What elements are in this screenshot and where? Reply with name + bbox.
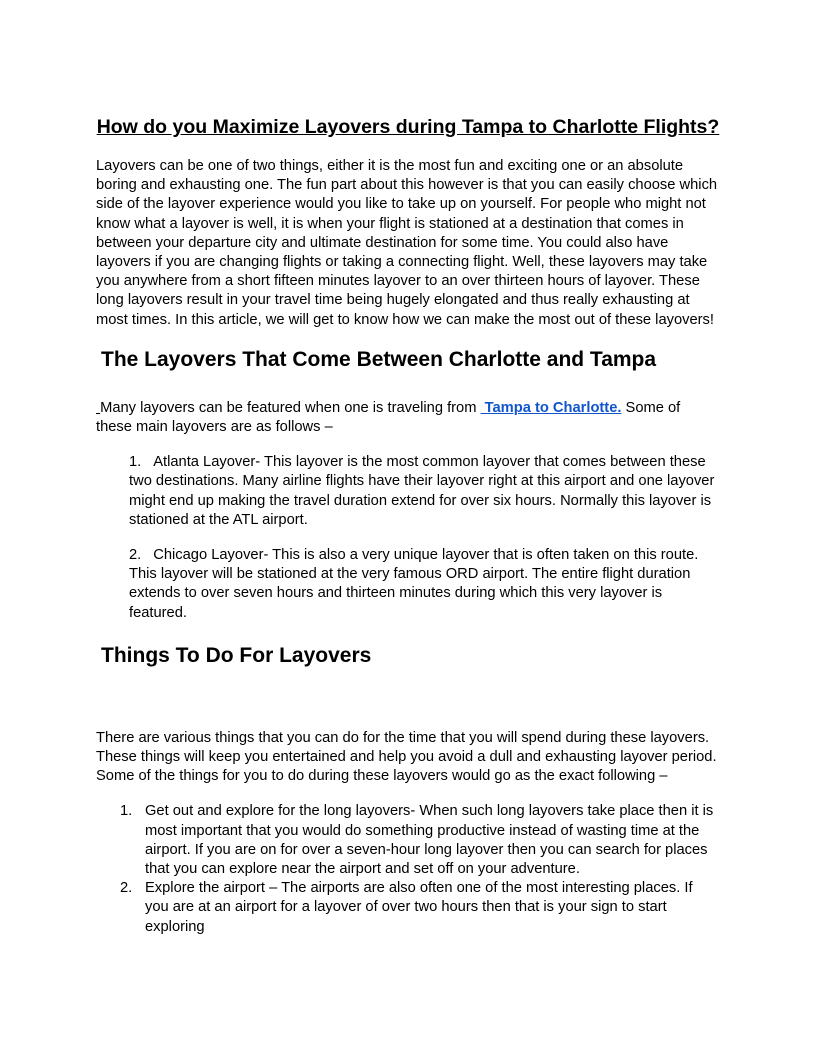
document-title: How do you Maximize Layovers during Tampa to Charlotte Flights?: [96, 116, 720, 138]
intro-paragraph: Layovers can be one of two things, either it is the most fun and exciting one or an absolute boring and exhausting one. The fun part about this however is that you can easily choose which side of the layover experience would you like to take up on yourself. For people who might not know what a layover is well, it is when your flight is stationed at a destination that comes in between your departure city and ultimate destination for some time. You could also have layovers if you are changing flights or taking a connecting flight. Well, these layovers may take you anywhere from a short fifteen minutes layover to an over thirteen hours of layover. These long layovers result in your travel time being hugely elongated and thus really exhausting at most times. In this article, we will get to know how we can make the most out of these layovers!: [96, 158, 718, 328]
layover-item-chicago: [129, 546, 720, 623]
section-heading-layovers: The Layovers That Come Between Charlotte and Tampa: [101, 347, 657, 371]
list-number: 1.: [129, 454, 142, 471]
section-heading-things-to-do: Things To Do For Layovers: [101, 643, 372, 667]
layover-item-atlanta: [129, 453, 720, 530]
tampa-to-charlotte-link[interactable]: Tampa to Charlotte.: [480, 399, 622, 416]
list-item-text: Chicago Layover- This is also a very unique layover that is often taken on this route. This layover will be stationed at the very famous ORD airport. The entire flight duration extends to over seven hours and thirteen minutes during which this very layover is featured.: [129, 547, 699, 621]
things-to-do-list: [96, 802, 720, 936]
text-after-link: Some of these main layovers are as follows –: [96, 399, 681, 436]
list-item: Explore the airport – The airports are also often one of the most interesting places. If you are at an airport for a layover of over two hours then that is your sign to start exploring: [145, 880, 693, 935]
list-item: Get out and explore for the long layovers- When such long layovers take place then it is most important that you would do something productive instead of wasting time at the airport. If you are on for over a seven-hour long layover then you can search for places that you can explore near the airport and set off on your adventure.: [145, 803, 714, 878]
section2-paragraph: There are various things that you can do for the time that you will spend during these layovers. These things will keep you entertained and help you avoid a dull and exhausting layover period. Some of the things for you to do during these layovers would go as the exact following –: [96, 729, 717, 785]
section1-paragraph: [96, 399, 720, 437]
list-number: 2.: [129, 547, 142, 564]
list-item-text: Atlanta Layover- This layover is the most common layover that comes between these two destinations. Many airline flights have their layover right at this airport and one layover might end up making the travel duration extend for over six hours. Normally this layover is stationed at the ATL airport.: [129, 454, 715, 528]
text-before-link: Many layovers can be featured when one is traveling from: [100, 399, 481, 416]
